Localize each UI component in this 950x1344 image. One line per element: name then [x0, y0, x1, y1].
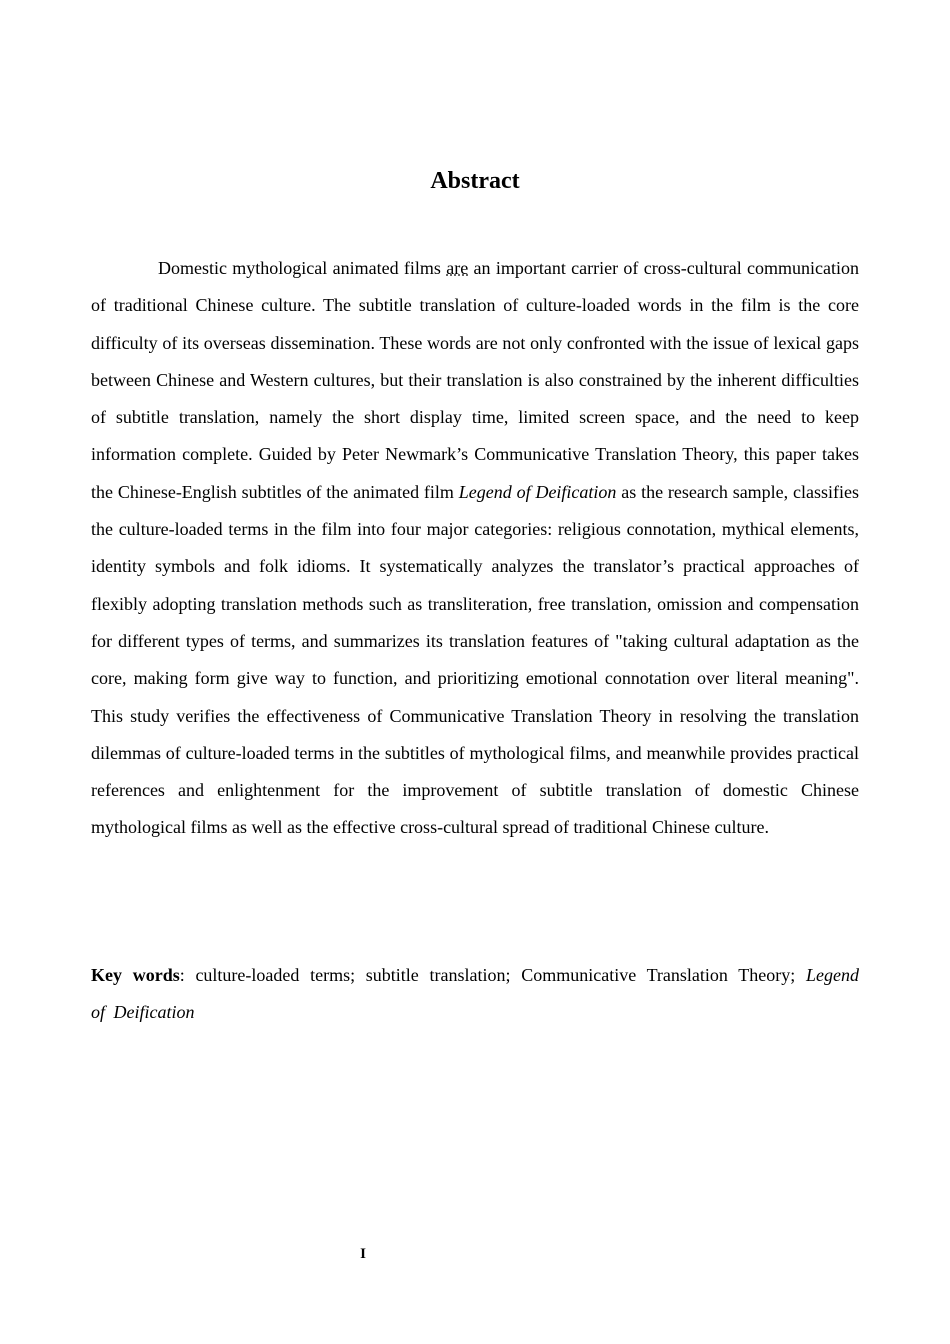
abstract-marked-word: are — [446, 258, 469, 278]
abstract-film-title: Legend of Deification — [458, 481, 617, 502]
keywords-label: Key words — [91, 965, 180, 985]
abstract-heading: Abstract — [430, 168, 520, 194]
keywords-separator: : — [179, 965, 196, 985]
abstract-paragraph — [91, 250, 859, 847]
abstract-text-run-2: an important carrier of cross-cultural communication of traditional Chinese culture. The subtitle translation of culture-loaded words in the film is the core difficulty of its overseas dissemination. These words are not only confronted with the issue of lexical gaps between Chinese and Western cultures, but their translation is also constrained by the inherent difficulties of subtitle translation, namely the short display time, limited screen space, and the need to keep information complete. Guided by Peter Newmark’s Communicative Translation Theory, this paper takes the Chinese-English subtitles of the animated film — [91, 258, 859, 502]
abstract-text-run-3: as the research sample, classifies the culture-loaded terms in the film into four major categories: religious connotation, mythical elements, identity symbols and folk idioms. It systematically analyzes the translator’s practical approaches of flexibly adopting translation methods such as transliteration, free translation, omission and compensation for different types of terms, and summarizes its translation features of "taking cultural adaptation as the core, making form give way to function, and prioritizing emotional connotation over literal meaning". This study verifies the effectiveness of Communicative Translation Theory in resolving the translation dilemmas of culture-loaded terms in the subtitles of mythological films, and meanwhile provides practical references and enlightenment for the improvement of subtitle translation of domestic Chinese mythological films as well as the effective cross-cultural spread of traditional Chinese culture. — [91, 481, 859, 838]
keywords-terms: culture-loaded terms; subtitle translation; Communicative Translation Theory; — [195, 965, 806, 985]
abstract-text-run-1: Domestic mythological animated films — [158, 258, 447, 278]
page-number: I — [360, 1246, 366, 1262]
keywords-film-title: Legend of Deification — [91, 965, 859, 1023]
keywords-paragraph — [91, 957, 859, 1032]
